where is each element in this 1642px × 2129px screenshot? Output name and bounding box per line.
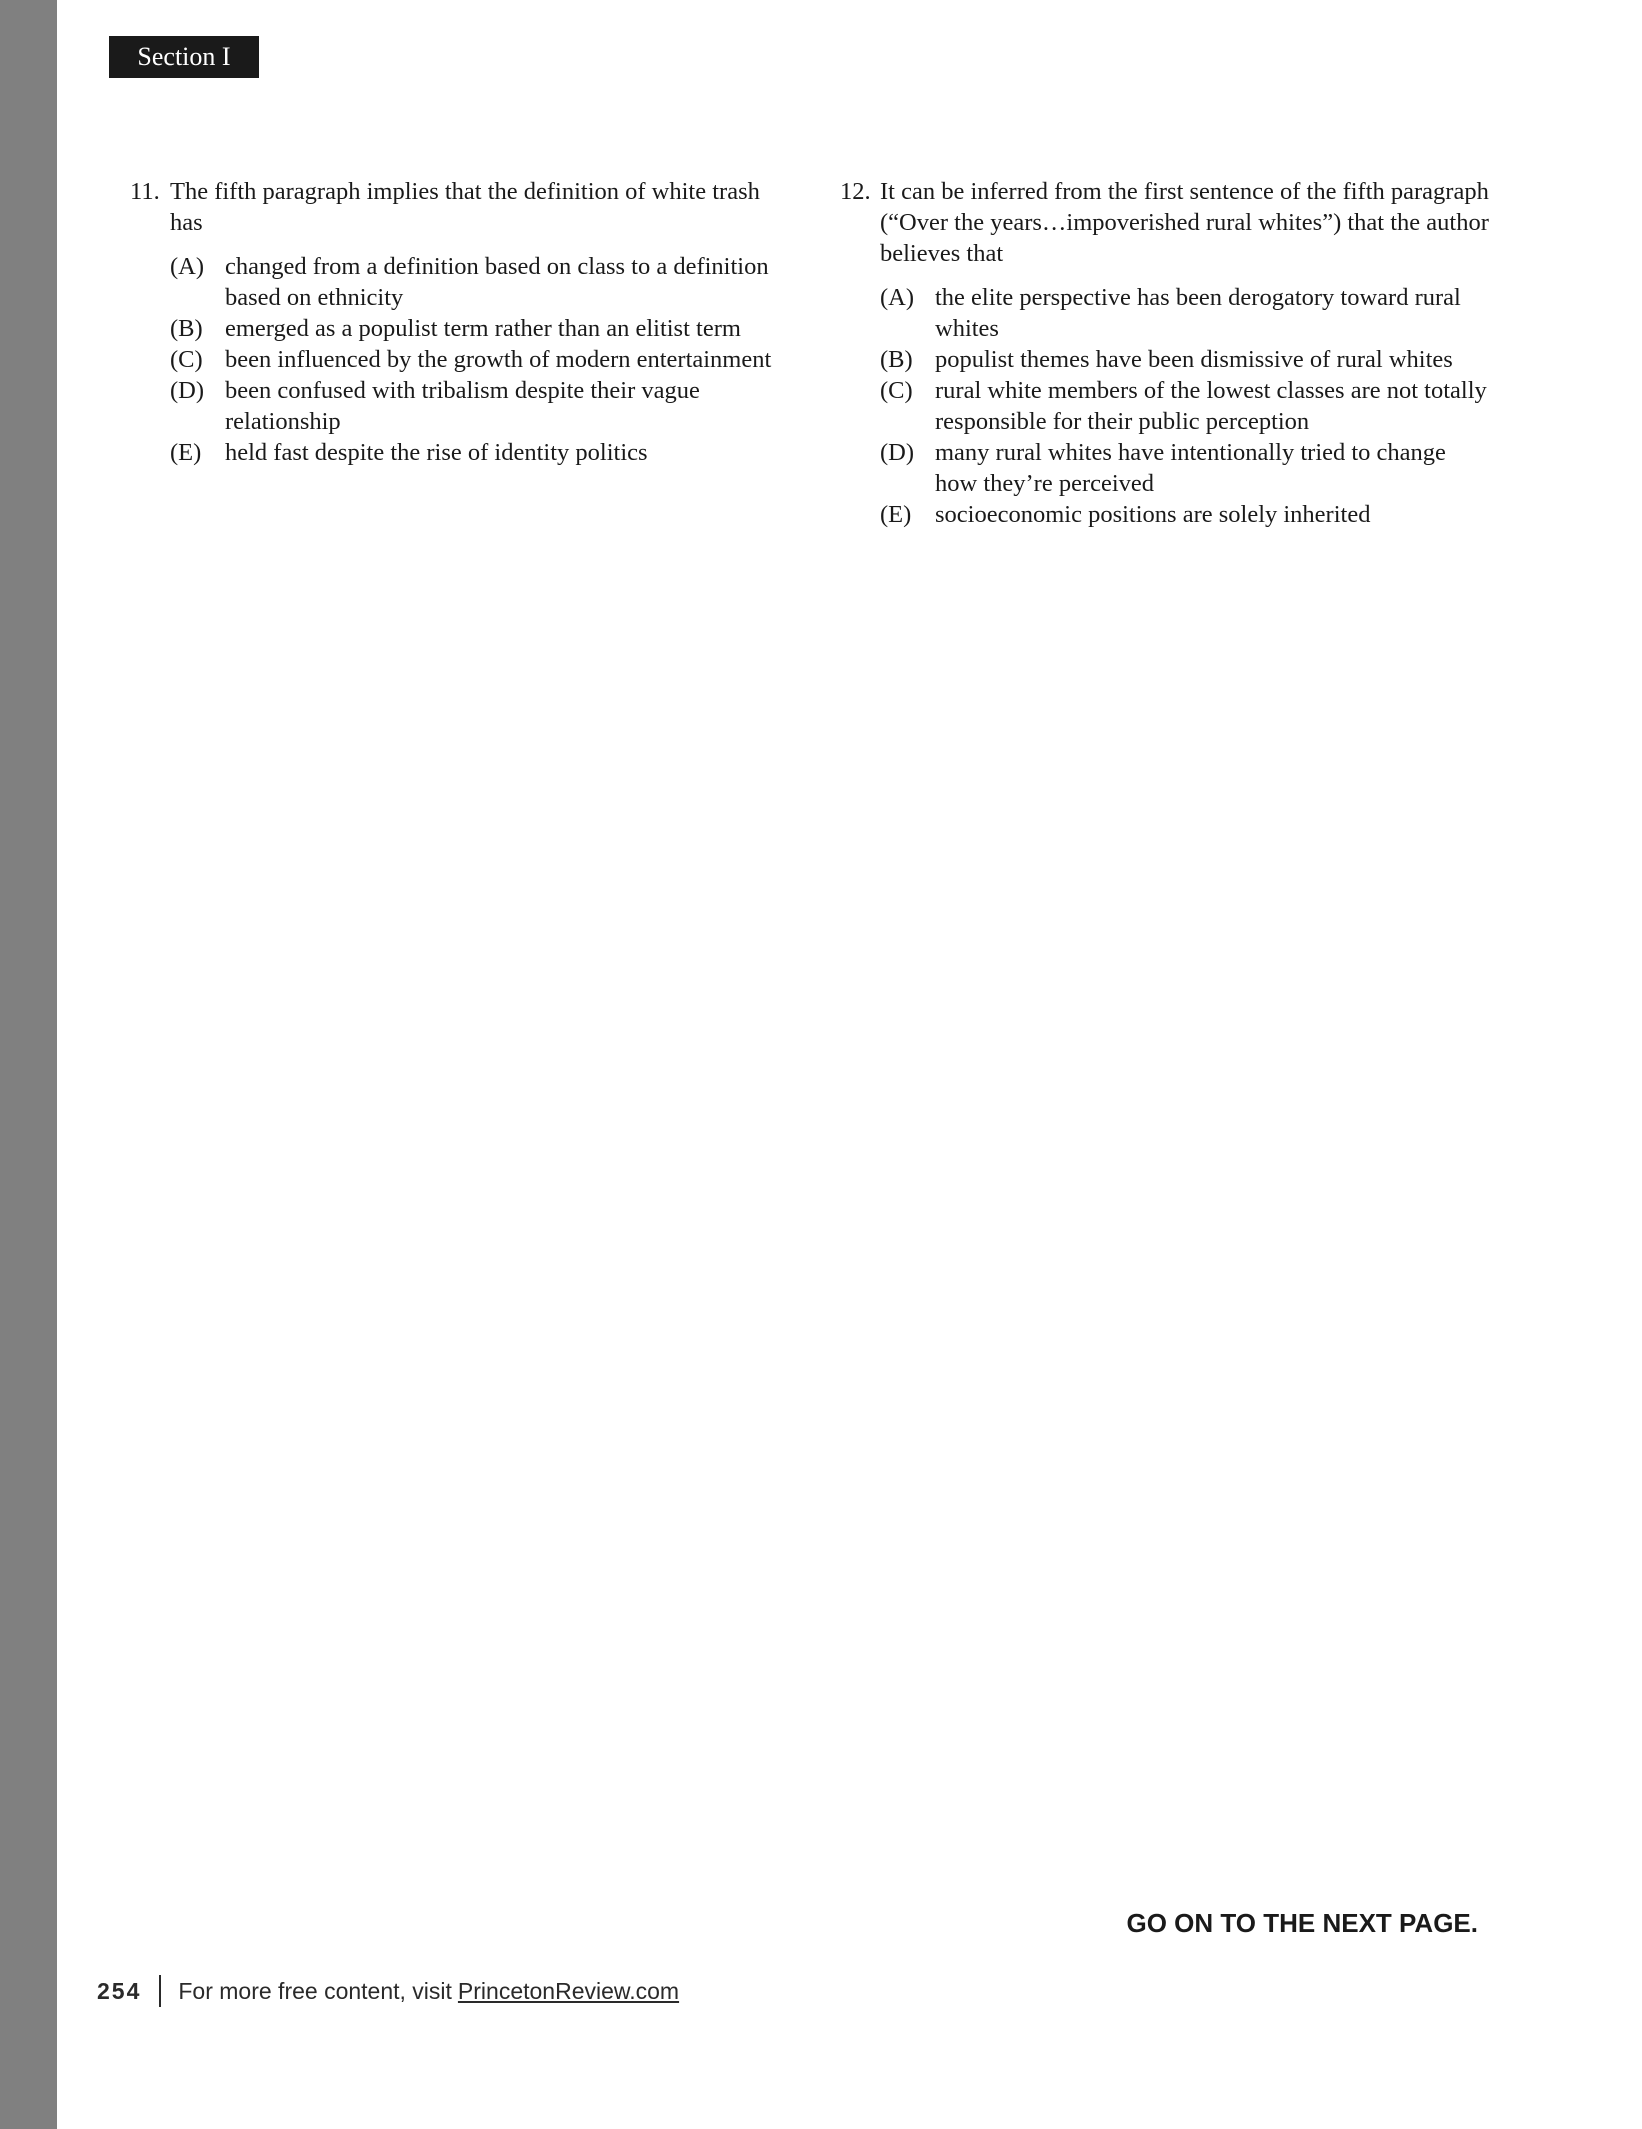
answer-choice-d[interactable] [170, 375, 780, 437]
page-number: 254 [97, 1977, 142, 2004]
choice-letter: (D) [880, 439, 915, 466]
question-text: It can be inferred from the first sentence of the fifth paragraph (“Over the years…impoverished rural whites”) that the author believes that [880, 178, 1489, 267]
choice-letter: (E) [880, 501, 912, 528]
side-margin-bar [0, 0, 57, 2129]
answer-choices [130, 251, 780, 468]
question-number: 11. [130, 178, 160, 205]
choice-letter: (B) [170, 315, 203, 342]
choice-text: been influenced by the growth of modern entertainment [225, 346, 772, 373]
answer-choice-b[interactable] [880, 344, 1490, 375]
choice-letter: (A) [170, 253, 205, 280]
choice-text: many rural whites have intentionally tried to change how they’re perceived [935, 439, 1446, 497]
footer-divider [159, 1975, 161, 2007]
choice-letter: (E) [170, 439, 202, 466]
choice-text: held fast despite the rise of identity politics [225, 439, 648, 466]
section-label: Section I [109, 36, 259, 78]
answer-choice-e[interactable] [880, 499, 1490, 530]
choice-letter: (D) [170, 377, 205, 404]
choice-text: socioeconomic positions are solely inherited [935, 501, 1371, 528]
choice-text: emerged as a populist term rather than an elitist term [225, 315, 741, 342]
choice-letter: (B) [880, 346, 913, 373]
choice-text: rural white members of the lowest classes are not totally responsible for their public perception [935, 377, 1487, 435]
answer-choices [840, 282, 1490, 530]
answer-choice-c[interactable] [170, 344, 780, 375]
answer-choice-c[interactable] [880, 375, 1490, 437]
choice-letter: (C) [170, 346, 203, 373]
question-11 [130, 176, 780, 468]
choice-text: populist themes have been dismissive of rural whites [935, 346, 1453, 373]
footer-website-link[interactable]: PrincetonReview.com [457, 1977, 680, 2004]
question-number: 12. [840, 178, 871, 205]
choice-letter: (C) [880, 377, 913, 404]
question-12 [840, 176, 1490, 530]
choice-letter: (A) [880, 284, 915, 311]
choice-text: the elite perspective has been derogatory toward rural whites [935, 284, 1461, 342]
question-stem [840, 176, 1490, 269]
choice-text: changed from a definition based on class to a definition based on ethnicity [225, 253, 769, 311]
footer-promo-text: For more free content, visit [178, 1977, 452, 2004]
question-text: The fifth paragraph implies that the definition of white trash has [170, 178, 760, 236]
answer-choice-a[interactable] [170, 251, 780, 313]
choice-text: been confused with tribalism despite their vague relationship [225, 377, 700, 435]
answer-choice-d[interactable] [880, 437, 1490, 499]
answer-choice-b[interactable] [170, 313, 780, 344]
answer-choice-e[interactable] [170, 437, 780, 468]
page-footer [97, 1973, 679, 2009]
next-page-notice: GO ON TO THE NEXT PAGE. [1126, 1908, 1478, 1938]
question-stem [130, 176, 780, 238]
answer-choice-a[interactable] [880, 282, 1490, 344]
